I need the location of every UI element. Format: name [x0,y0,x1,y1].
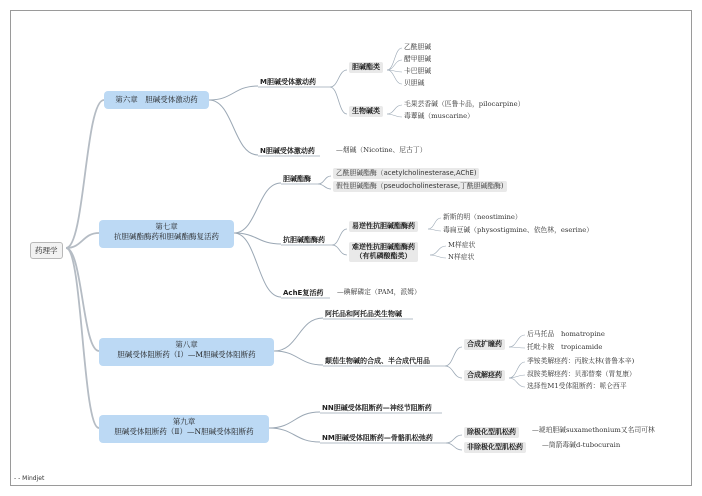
leaf-pilocarpine: 毛果芸香碱（匹鲁卡品，pilocarpine） [404,100,525,108]
link-irr-l2 [430,255,446,258]
leaf-tropicamide: 托吡卡胺 tropicamide [527,343,603,351]
link-ch7-react [234,233,281,297]
atropine-alkaloids[interactable]: 阿托品和阿托品类生物碱 [325,310,402,318]
chapter-8-title-line1: 第八章 [175,340,198,349]
nm-blockers[interactable]: NM胆碱受体阻断药—骨骼肌松弛药 [322,434,433,442]
cholinesterase[interactable]: 胆碱酯酶 [283,175,311,183]
synthetic-mydriatics[interactable]: 合成扩瞳药 [464,339,505,350]
link-rev-l2 [428,229,441,231]
link-myd-l1 [509,335,525,347]
leaf-pseudocholinesterase: 假性胆碱酯酶（pseudocholinesterase,丁酰胆碱酯酶) [333,181,507,192]
n-receptor-agonists[interactable]: N胆碱受体激动药 [260,147,315,155]
leaf-nicotine: —烟碱（Nicotine、尼古丁） [336,146,427,154]
leaf-methacholine: 醋甲胆碱 [404,55,432,63]
link-anti-irrev [332,245,347,255]
link-ce-l1 [318,176,331,184]
m-receptor-agonists[interactable]: M胆碱受体激动药 [260,78,316,86]
leaf-benactyzine: 叔胺类解痉药：贝那替秦（胃复康） [527,370,636,378]
irreversible-anticholinesterases[interactable] [349,242,418,262]
leaf-suxamethonium: —琥珀胆碱suxamethonium又名司可林 [532,426,655,434]
link-rev-l1 [428,218,441,229]
chapter-6-title: 第六章 胆碱受体激动药 [115,95,198,104]
link-spas-l1 [509,362,525,378]
chapter-7-title-line1: 第七章 [155,222,178,231]
chapter-8-node[interactable] [99,338,274,366]
leaf-m-symptoms: M样症状 [448,241,476,249]
chapter-9-title-line1: 第九章 [172,417,196,426]
link-spas-l3 [509,378,525,387]
link-ester-l1 [387,48,402,70]
link-ch8-atro [274,318,323,351]
nondepolarizing-relaxants[interactable]: 非除极化型肌松药 [464,442,526,453]
link-alk-l1 [387,105,402,114]
link-ch9-nn [269,412,320,428]
link-root-ch9 [66,248,99,428]
leaf-pirenzepine: 选择性M1受体阻断药：哌仑西平 [527,382,627,390]
irreversible-label-line2: （有机磷酸酯类） [355,252,412,260]
link-ester-l2 [387,60,402,70]
chapter-9-title-line2: 胆碱受体阻断药（Ⅱ）—N胆碱受体阻断药 [114,427,254,436]
leaf-pam: —碘解磷定（PAM，派姆） [337,288,421,296]
link-ch6-m [209,86,258,100]
link-bell-spas [445,366,462,378]
irreversible-label-line1: 难逆性抗胆碱酯酶药 [352,243,415,251]
link-nm-nondep [446,443,462,450]
link-bell-myd [445,347,462,366]
link-alk-l2 [387,114,402,117]
link-myd-l2 [509,347,525,348]
link-ce-l2 [318,184,331,189]
link-anti-rev [332,229,347,245]
link-m-alkaloids [330,87,347,114]
chapter-7-title-line2: 抗胆碱酯酶药和胆碱酯酶复活药 [114,232,219,241]
link-irr-l1 [430,246,446,255]
chapter-7-node[interactable] [99,220,234,248]
nn-blockers[interactable]: NN胆碱受体阻断药—神经节阻断药 [322,404,432,412]
leaf-neostigmine: 新斯的明（neostimine） [443,213,522,221]
chapter-6-node[interactable] [104,91,209,109]
leaf-muscarine: 毒蕈碱（muscarine） [404,112,474,120]
link-nm-dep [446,435,462,443]
belladonna-substitutes[interactable]: 颠茄生物碱的合成、半合成代用品 [325,357,430,365]
reversible-anticholinesterases[interactable]: 易逆性抗胆碱酯酶药 [349,221,418,232]
synthetic-antispasmodics[interactable]: 合成解痉药 [464,370,505,381]
anticholinesterases[interactable]: 抗胆碱酯酶药 [283,236,325,244]
leaf-carbachol: 卡巴胆碱 [404,67,432,75]
root-node[interactable]: 药理学 [30,242,63,259]
chapter-8-title-line2: 胆碱受体阻断药（Ⅰ）—M胆碱受体阻断药 [117,350,256,359]
leaf-homatropine: 后马托品 homatropine [527,330,605,338]
footer-text: - - Mindjet [14,475,45,482]
leaf-bethanechol: 贝胆碱 [404,79,425,87]
link-m-esters [330,70,347,87]
link-ch9-nm [269,428,320,442]
alkaloids[interactable]: 生物碱类 [349,106,383,117]
link-root-ch7 [66,233,99,248]
link-ch6-n [209,100,258,155]
chapter-9-node[interactable] [99,415,269,443]
link-ch8-bell [274,351,323,365]
leaf-propantheline: 季铵类解痉药：丙胺太林(普鲁本辛) [527,357,635,365]
link-ch7-anti [234,233,281,244]
choline-esters[interactable]: 胆碱酯类 [349,62,383,73]
leaf-physostigmine: 毒扁豆碱（physostigmine、依色林，eserine） [443,226,594,234]
link-ch7-ce [234,183,281,233]
leaf-acetylcholine: 乙酰胆碱 [404,43,432,51]
leaf-ache: 乙酰胆碱酯酶（acetylcholinesterase,AChE) [333,168,479,179]
leaf-tubocurarine: —筒箭毒碱d-tubocurain [542,441,621,449]
leaf-n-symptoms: N样症状 [448,253,475,261]
depolarizing-relaxants[interactable]: 除极化型肌松药 [464,427,519,438]
ache-reactivators[interactable]: AchE复活药 [283,289,324,297]
